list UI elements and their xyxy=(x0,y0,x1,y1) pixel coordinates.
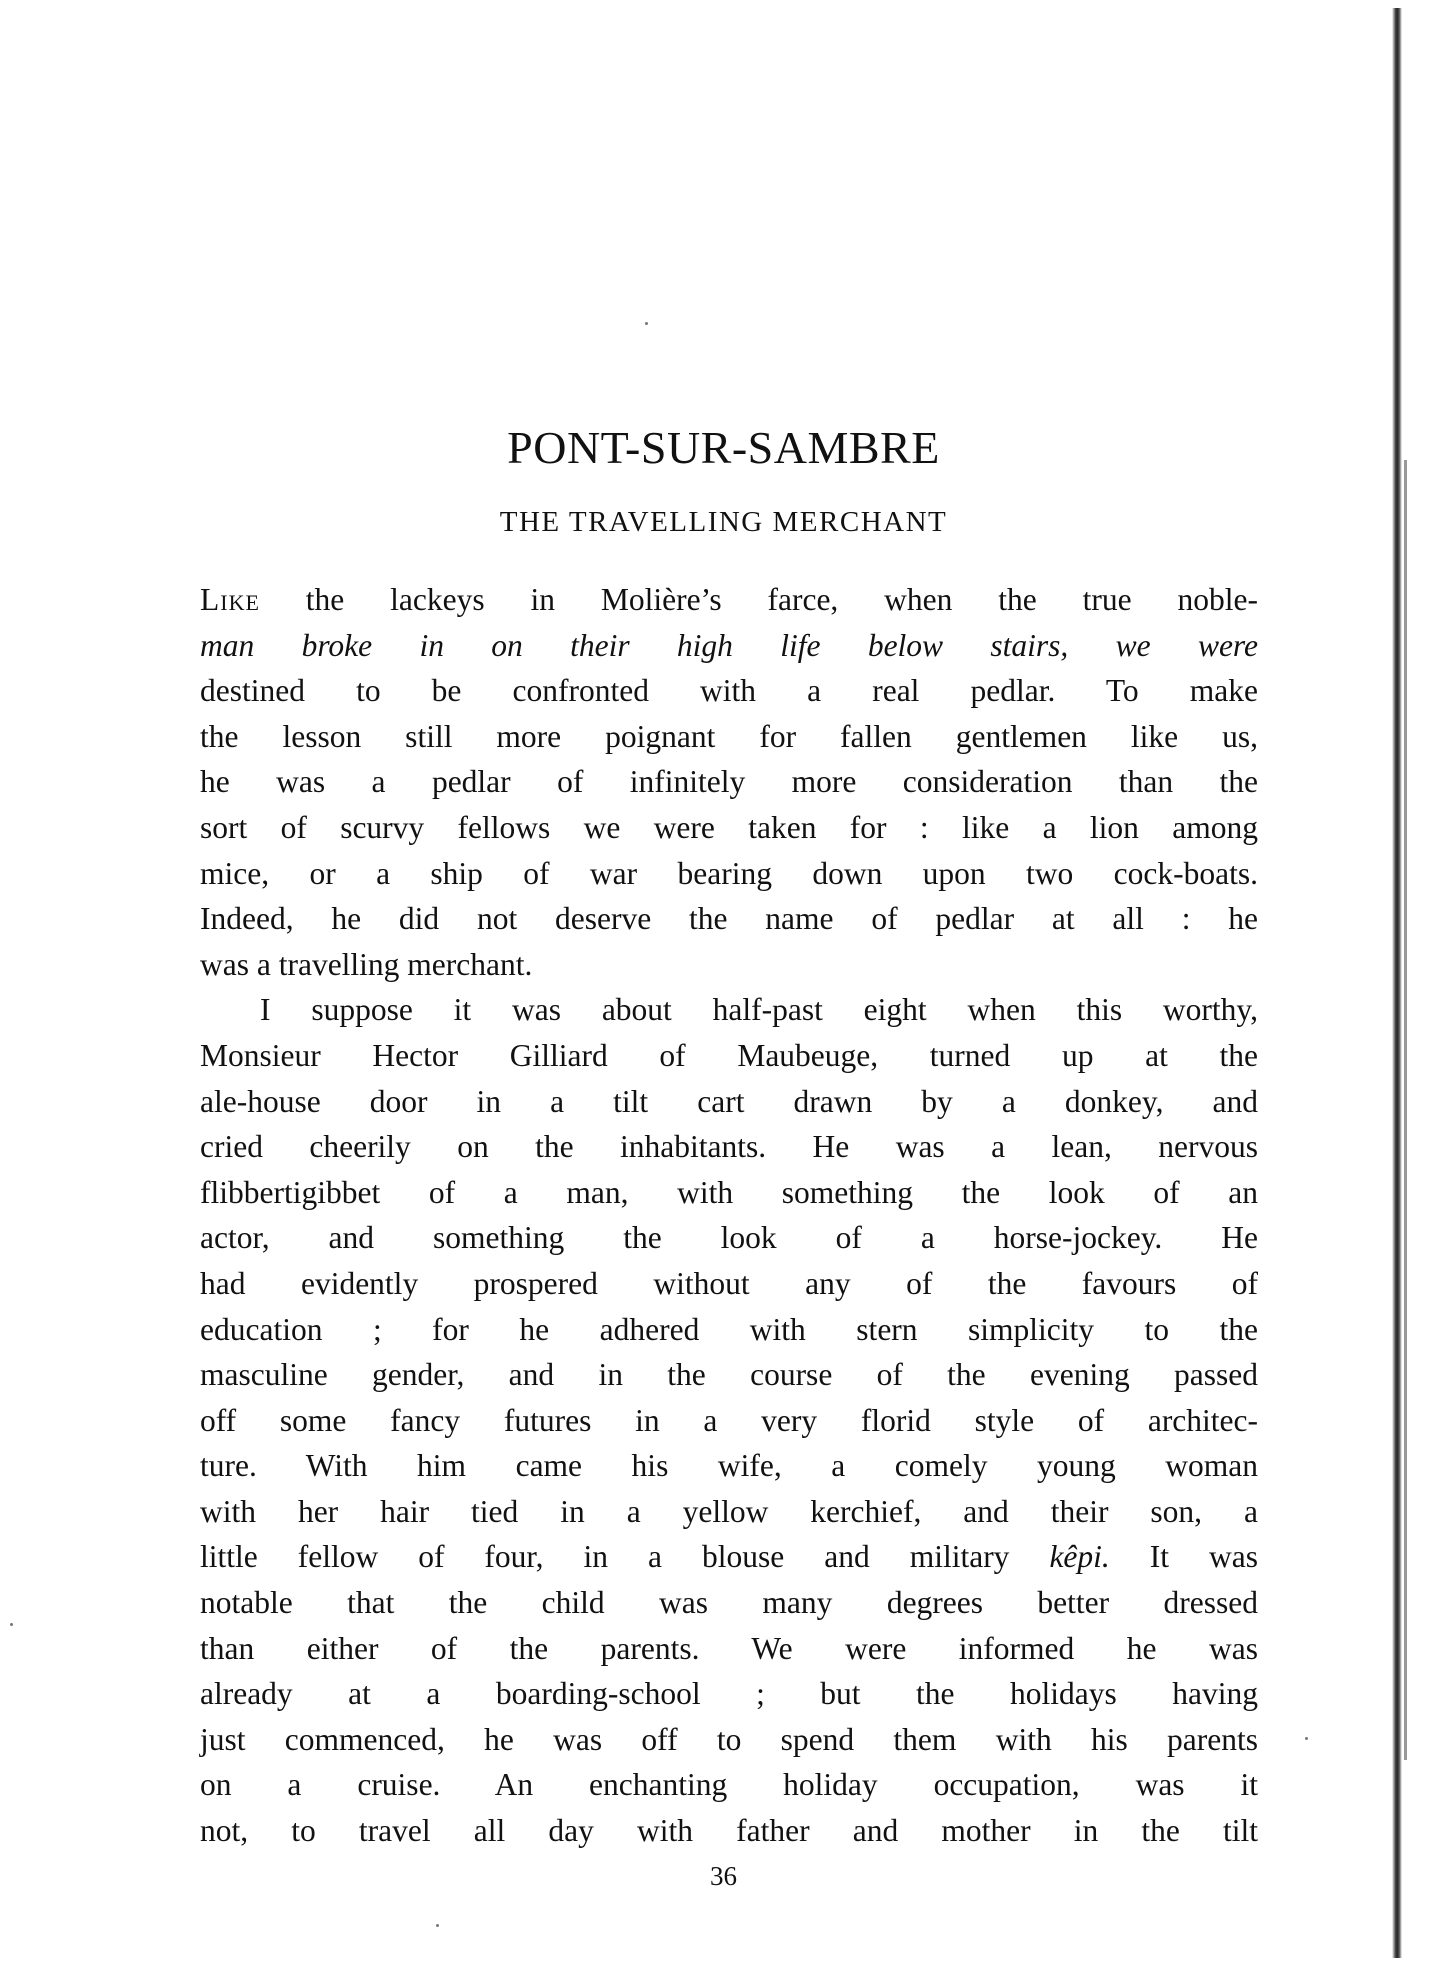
text-line: I suppose it was about half-past eight when this worthy, xyxy=(260,992,1258,1028)
text-line: not, to travel all day with father and mother in the tilt xyxy=(200,1813,1258,1849)
text-line: man broke in on their high life below stairs, we were xyxy=(200,627,1258,663)
text-line: Indeed, he did not deserve the name of pedlar at all : he xyxy=(200,901,1258,937)
text-line: Monsieur Hector Gilliard of Maubeuge, turned up at the xyxy=(200,1037,1258,1073)
text-line: cried cheerily on the inhabitants. He was a lean, nervous xyxy=(200,1129,1258,1165)
page-edge-shadow-inner xyxy=(1404,460,1407,1760)
text-line: the lesson still more poignant for fallen gentlemen like us, xyxy=(200,718,1258,754)
kepi-word: kêpi. xyxy=(1049,1539,1110,1575)
paper-speck xyxy=(1305,1737,1308,1740)
line-text: little fellow of four, in a blouse and military xyxy=(200,1539,1050,1575)
chapter-title: PONT-SUR-SAMBRE xyxy=(507,422,940,473)
chapter-subtitle: THE TRAVELLING MERCHANT xyxy=(499,506,948,538)
text-line: masculine gender, and in the course of the evening passed xyxy=(200,1357,1258,1393)
paper-speck xyxy=(10,1623,13,1626)
text-line: education ; for he adhered with stern simplicity to the xyxy=(200,1311,1258,1347)
text-line: mice, or a ship of war bearing down upon two cock-boats. xyxy=(200,855,1258,891)
text-line: he was a pedlar of infinitely more consideration than the xyxy=(200,764,1258,800)
text-line: ture. With him came his wife, a comely young woman xyxy=(200,1448,1258,1484)
page-number: 36 xyxy=(710,1861,737,1891)
body-text xyxy=(200,577,1258,1854)
text-line: actor, and something the look of a horse-jockey. He xyxy=(200,1220,1258,1256)
paper-speck xyxy=(645,322,648,325)
drop-word: Like xyxy=(200,582,260,617)
text-line: than either of the parents. We were informed he was xyxy=(200,1630,1258,1666)
text-line: destined to be confronted with a real pedlar. To make xyxy=(200,673,1258,709)
text-line: just commenced, he was off to spend them with his parents xyxy=(200,1721,1258,1757)
text-line: flibbertigibbet of a man, with something the look of an xyxy=(200,1174,1258,1210)
text-line: on a cruise. An enchanting holiday occupation, was it xyxy=(200,1767,1258,1803)
text-line: sort of scurvy fellows we were taken for : like a lion among xyxy=(200,809,1258,845)
line-text: the lackeys in Molière’s farce, when the true noble- xyxy=(259,582,1258,617)
page-edge-shadow xyxy=(1392,8,1402,1958)
text-line: had evidently prospered without any of the favours of xyxy=(200,1265,1258,1301)
text-line: notable that the child was many degrees better dressed xyxy=(200,1585,1258,1621)
text-line: with her hair tied in a yellow kerchief, and their son, a xyxy=(200,1493,1258,1529)
text-line: off some fancy futures in a very florid style of architec- xyxy=(200,1402,1258,1438)
paper-speck xyxy=(436,1924,439,1927)
text-line xyxy=(200,1534,1258,1580)
text-line: was a travelling merchant. xyxy=(200,946,533,982)
text-line: ale-house door in a tilt cart drawn by a donkey, and xyxy=(200,1083,1258,1119)
paragraph-2 xyxy=(200,987,1258,1853)
text-line: already at a boarding-school ; but the holidays having xyxy=(200,1676,1258,1712)
line-text: It was xyxy=(1109,1539,1258,1575)
text-line xyxy=(200,577,1258,623)
paragraph-1 xyxy=(200,577,1258,987)
